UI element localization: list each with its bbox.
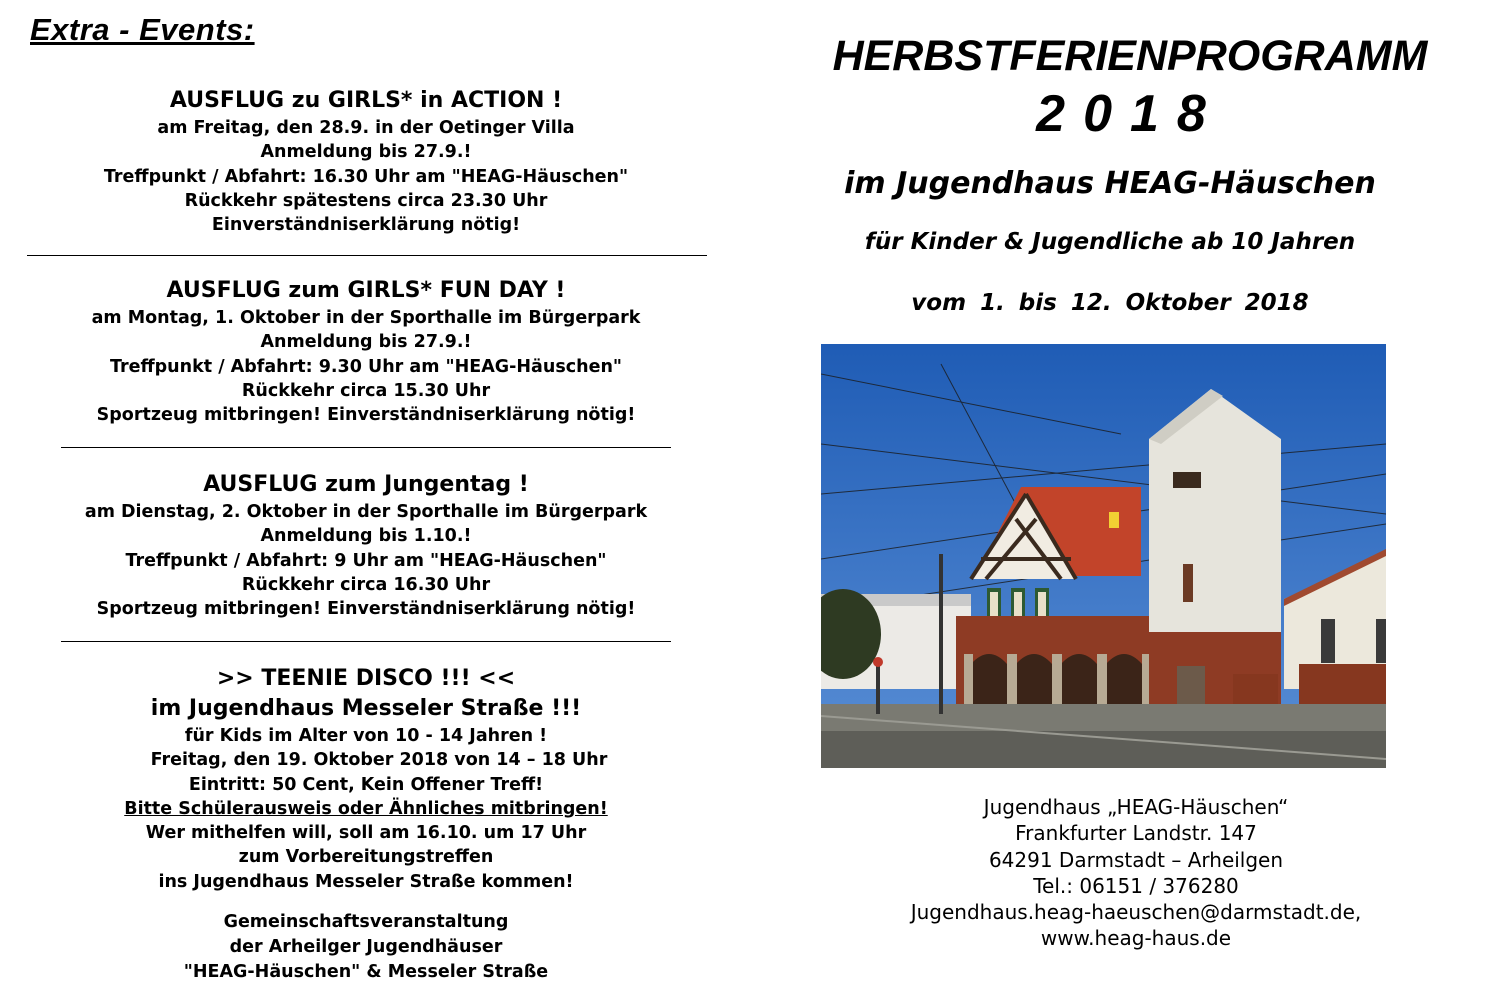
program-audience: für Kinder & Jugendliche ab 10 Jahren xyxy=(864,229,1356,255)
event-line: Sportzeug mitbringen! Einverständniserklärung nötig! xyxy=(96,405,636,426)
event-line: ins Jugendhaus Messeler Straße kommen! xyxy=(158,871,574,892)
website-line[interactable]: www.heag-haus.de xyxy=(1040,926,1232,951)
event-jungentag xyxy=(0,470,732,621)
event-line: Anmeldung bis 1.10.! xyxy=(260,526,472,547)
footer-note xyxy=(0,910,732,985)
event-line: Wer mithelfen will, soll am 16.10. um 17 Uhr xyxy=(145,823,587,844)
event-heading: AUSFLUG zum GIRLS* FUN DAY ! xyxy=(166,278,566,303)
building-photo xyxy=(821,344,1386,768)
disco-location: im Jugendhaus Messeler Straße !!! xyxy=(150,696,582,721)
disco-heading: >> TEENIE DISCO !!! << xyxy=(216,666,516,691)
event-line-underlined: Bitte Schülerausweis oder Ähnliches mitbringen! xyxy=(124,798,608,819)
event-girls-fun-day xyxy=(0,276,732,427)
right-column xyxy=(760,0,1500,990)
event-teenie-disco xyxy=(0,664,732,894)
program-title: HERBSTFERIENPROGRAMM xyxy=(832,32,1428,80)
extra-events-title: Extra - Events: xyxy=(30,12,255,47)
event-line: Rückkehr circa 16.30 Uhr xyxy=(241,574,491,595)
event-line: Treffpunkt / Abfahrt: 16.30 Uhr am "HEAG-Häuschen" xyxy=(103,166,629,187)
event-line: für Kids im Alter von 10 - 14 Jahren ! xyxy=(184,726,548,746)
event-line: Sportzeug mitbringen! Einverständniserklärung nötig! xyxy=(96,599,636,620)
program-subtitle: im Jugendhaus HEAG-Häuschen xyxy=(844,166,1376,201)
event-line: am Dienstag, 2. Oktober in der Sporthalle im Bürgerpark xyxy=(84,502,648,522)
address-line: Jugendhaus „HEAG-Häuschen“ xyxy=(983,795,1289,819)
address-line: Frankfurter Landstr. 147 xyxy=(1015,821,1257,846)
event-line: am Freitag, den 28.9. in der Oetinger Villa xyxy=(157,118,575,138)
event-line: Treffpunkt / Abfahrt: 9.30 Uhr am "HEAG-Häuschen" xyxy=(109,356,623,377)
divider xyxy=(61,641,671,642)
event-line: Einverständniserklärung nötig! xyxy=(211,215,521,236)
program-dates: vom 1. bis 12. Oktober 2018 xyxy=(911,290,1309,316)
event-line: Rückkehr circa 15.30 Uhr xyxy=(241,380,491,401)
left-column xyxy=(0,0,740,990)
footer-line: der Arheilger Jugendhäuser xyxy=(229,937,503,957)
footer-line: "HEAG-Häuschen" & Messeler Straße xyxy=(183,962,549,982)
event-line: Treffpunkt / Abfahrt: 9 Uhr am "HEAG-Häuschen" xyxy=(125,550,607,571)
program-year: 2018 xyxy=(1036,85,1224,143)
event-line: Freitag, den 19. Oktober 2018 von 14 – 18 Uhr xyxy=(150,750,608,771)
footer-line: Gemeinschaftsveranstaltung xyxy=(223,912,509,932)
event-line: Eintritt: 50 Cent, Kein Offener Treff! xyxy=(188,774,544,795)
email-line[interactable]: Jugendhaus.heag-haeuschen@darmstadt.de, xyxy=(910,900,1362,925)
event-girls-in-action xyxy=(0,86,732,237)
event-line: zum Vorbereitungstreffen xyxy=(238,847,494,868)
divider xyxy=(27,255,707,256)
event-heading: AUSFLUG zum Jungentag ! xyxy=(203,472,529,497)
contact-address xyxy=(760,794,1500,952)
event-line: Rückkehr spätestens circa 23.30 Uhr xyxy=(184,190,548,211)
address-line: 64291 Darmstadt – Arheilgen xyxy=(988,847,1284,872)
event-line: am Montag, 1. Oktober in der Sporthalle im Bürgerpark xyxy=(91,308,641,328)
heag-building-illustration xyxy=(821,344,1386,768)
event-line: Anmeldung bis 27.9.! xyxy=(260,142,472,163)
event-heading: AUSFLUG zu GIRLS* in ACTION ! xyxy=(169,88,563,113)
event-line: Anmeldung bis 27.9.! xyxy=(260,332,472,353)
divider xyxy=(61,447,671,448)
phone-line: Tel.: 06151 / 376280 xyxy=(1033,873,1239,898)
